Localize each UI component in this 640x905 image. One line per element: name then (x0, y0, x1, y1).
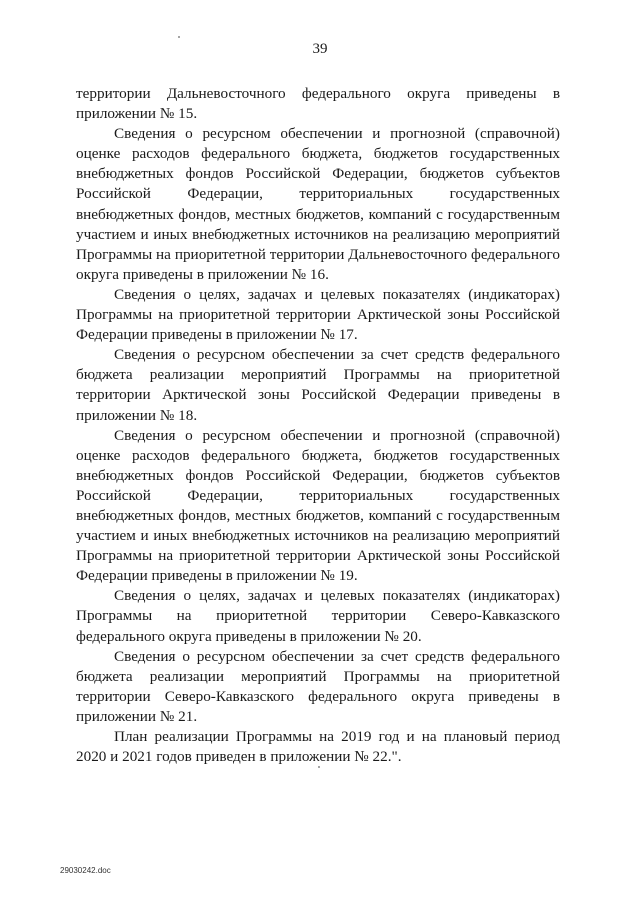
paragraph: Сведения о ресурсном обеспечении за счет средств федерального бюджета реализации мероприятий Программы на приоритетной территории Северо-Кавказского федерального округа приведены в приложении № 21. (76, 647, 560, 725)
paragraph: Сведения о ресурсном обеспечении и прогнозной (справочной) оценке расходов федерального бюджета, бюджетов государственных внебюджетных фондов Российской Федерации, бюджетов субъектов Российской Федерации, территориальных государственных внебюджетных фондов, местных бюджетов, компаний с государственным участием и иных внебюджетных источников на реализацию мероприятий Программы на приоритетной территории Арктической зоны Российской Федерации приведены в приложении № 19. (76, 426, 560, 585)
scan-speck (318, 766, 320, 768)
paragraph: Сведения о ресурсном обеспечении за счет средств федерального бюджета реализации мероприятий Программы на приоритетной территории Арктической зоны Российской Федерации приведены в приложении № 18. (76, 346, 560, 424)
scan-speck (178, 36, 180, 38)
footer-filename: 29030242.doc (60, 866, 111, 875)
document-body (76, 84, 560, 767)
paragraph: Сведения о ресурсном обеспечении и прогнозной (справочной) оценке расходов федерального бюджета, бюджетов государственных внебюджетных фондов Российской Федерации, бюджетов субъектов Российской Федерации, территориальных государственных внебюджетных фондов, местных бюджетов, компаний с государственным участием и иных внебюджетных источников на реализацию мероприятий Программы на приоритетной территории Дальневосточного федерального округа приведены в приложении № 16. (76, 125, 560, 283)
paragraph-continuation: территории Дальневосточного федерального округа приведены в приложении № 15. (76, 85, 560, 123)
paragraph: Сведения о целях, задачах и целевых показателях (индикаторах) Программы на приоритетной территории Северо-Кавказского федерального округа приведены в приложении № 20. (76, 587, 560, 645)
paragraph: Сведения о целях, задачах и целевых показателях (индикаторах) Программы на приоритетной территории Арктической зоны Российской Федерации приведены в приложении № 17. (76, 285, 560, 344)
page-number: 39 (312, 41, 328, 57)
paragraph: План реализации Программы на 2019 год и на плановый период 2020 и 2021 годов приведен в приложении № 22.". (76, 728, 560, 766)
